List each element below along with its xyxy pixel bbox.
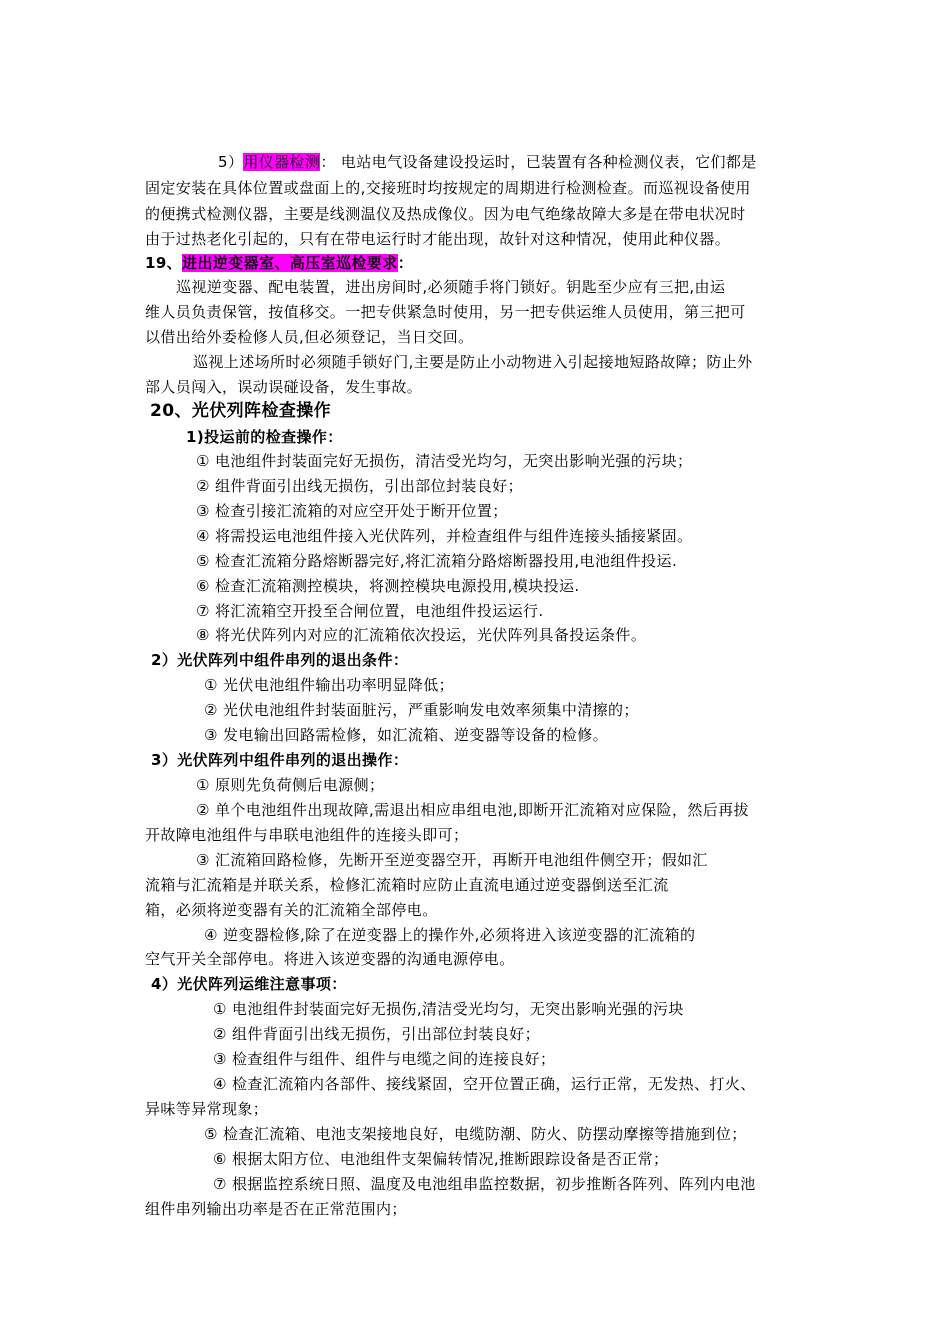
sec5-number: 5）: [218, 153, 244, 171]
sec20-s4-item7-line2: 组件串列输出功率是否在正常范围内；: [145, 1200, 407, 1218]
sec19-p1-line3: 以借出给外委检修人员,但必须登记，当日交回。: [145, 328, 474, 346]
sec20-s1-item: ② 组件背面引出线无损伤，引出部位封装良好；: [196, 477, 524, 495]
sec20-s1-item: ④ 将需投运电池组件接入光伏阵列，并检查组件与组件连接头插接紧固。: [196, 527, 693, 545]
sec20-s1-item: ⑦ 将汇流箱空开投至合闸位置，电池组件投运运行.: [196, 602, 544, 620]
sec20-s3-item3-line3: 箱，必须将逆变器有关的汇流箱全部停电。: [145, 901, 438, 919]
sec5-line2: 固定安装在具体位置或盘面上的,交接班时均按规定的周期进行检测检查。而巡视设备使用: [145, 179, 751, 197]
sec20-s2-title: 2）光伏阵列中组件串列的退出条件：: [151, 651, 409, 669]
sec20-s3-item4-line2: 空气开关全部停电。将进入该逆变器的沟通电源停电。: [145, 950, 515, 968]
sec20-s1-item: ③ 检查引接汇流箱的对应空开处于断开位置；: [196, 502, 508, 520]
sec5-line4: 由于过热老化引起的，只有在带电运行时才能出现，故针对这种情况，使用此种仪器。: [145, 230, 731, 248]
sec5-text: 电站电气设备建设投运时，已装置有各种检测仪表，它们都是: [335, 153, 757, 171]
sec19-p2-line2: 部人员闯入，误动误碰设备，发生事故。: [145, 378, 423, 396]
sec20-s2-item: ② 光伏电池组件封装面脏污，严重影响发电效率须集中清擦的；: [204, 701, 639, 719]
sec5-line3: 的便携式检测仪器，主要是线测温仪及热成像仪。因为电气绝缘故障大多是在带电状况时: [145, 205, 746, 223]
sec20-s1-item: ① 电池组件封装面完好无损伤，清洁受光均匀，无突出影响光强的污块；: [196, 452, 693, 470]
sec19-colon: ：: [397, 254, 414, 272]
sec20-s2-item: ③ 发电输出回路需检修，如汇流箱、逆变器等设备的检修。: [204, 726, 609, 744]
sec20-s4-item7-line1: ⑦ 根据监控系统日照、温度及电池组串监控数据，初步推断各阵列、阵列内电池: [213, 1175, 756, 1193]
sec19-heading: [145, 252, 413, 274]
sec20-s3-item4-line1: ④ 逆变器检修,除了在逆变器上的操作外,必须将进入该逆变器的汇流箱的: [204, 926, 696, 944]
sec5-colon: ：: [320, 153, 336, 171]
sec20-s3-item2-line1: ② 单个电池组件出现故障,需退出相应串组电池,即断开汇流箱对应保险，然后再拔: [196, 801, 749, 819]
sec20-s4-item3: ③ 检查组件与组件、组件与电缆之间的连接良好；: [213, 1050, 556, 1068]
sec20-s4-item2: ② 组件背面引出线无损伤，引出部位封装良好；: [213, 1025, 541, 1043]
sec19-number: 19、: [145, 254, 183, 272]
sec19-title-highlight: 进出逆变器室、高压室巡检要求: [182, 254, 398, 272]
sec20-s4-item6: ⑥ 根据太阳方位、电池组件支架偏转情况,推断跟踪设备是否正常；: [213, 1150, 669, 1168]
sec19-p2-line1: 巡视上述场所时必须随手锁好门,主要是防止小动物进入引起接地短路故障；防止外: [193, 353, 753, 371]
sec20-s4-item1: ① 电池组件封装面完好无损伤,清洁受光均匀，无突出影响光强的污块: [213, 1000, 684, 1018]
sec19-p1-line1: 巡视逆变器、配电装置，进出房间时,必须随手将门锁好。钥匙至少应有三把,由运: [176, 278, 726, 296]
sec20-s3-item3-line2: 流箱与汇流箱是并联关系，检修汇流箱时应防止直流电通过逆变器倒送至汇流: [145, 876, 669, 894]
sec20-s1-item: ⑧ 将光伏阵列内对应的汇流箱依次投运，光伏阵列具备投运条件。: [196, 626, 647, 644]
sec20-s4-item4-line1: ④ 检查汇流箱内各部件、接线紧固，空开位置正确，运行正常，无发热、打火、: [213, 1075, 756, 1093]
sec20-heading: 20、光伏列阵检查操作: [150, 401, 332, 421]
sec20-s2-item: ① 光伏电池组件输出功率明显降低；: [204, 676, 455, 694]
sec20-s1-title: 1)投运前的检查操作：: [186, 428, 343, 446]
sec20-s4-item4-line2: 异味等异常现象；: [145, 1100, 269, 1118]
sec20-s4-item5: ⑤ 检查汇流箱、电池支架接地良好，电缆防潮、防火、防摆动摩擦等措施到位；: [204, 1125, 747, 1143]
sec20-s1-item: ⑥ 检查汇流箱测控模块，将测控模块电源投用,模块投运.: [196, 577, 580, 595]
sec20-s3-item1: ① 原则先负荷侧后电源侧；: [196, 776, 385, 794]
sec19-p1-line2: 维人员负责保管，按值移交。一把专供紧急时使用，另一把专供运维人员使用，第三把可: [145, 303, 746, 321]
sec5-line1: [218, 151, 757, 173]
sec5-title-highlight: 用仪器检测: [243, 153, 321, 171]
sec20-s3-item3-line1: ③ 汇流箱回路检修，先断开至逆变器空开，再断开电池组件侧空开；假如汇: [196, 851, 708, 869]
sec20-s3-item2-line2: 开故障电池组件与串联电池组件的连接头即可；: [145, 826, 469, 844]
sec20-s1-item: ⑤ 检查汇流箱分路熔断器完好,将汇流箱分路熔断器投用,电池组件投运.: [196, 552, 678, 570]
sec20-s3-title: 3）光伏阵列中组件串列的退出操作：: [151, 751, 409, 769]
sec20-s4-title: 4）光伏阵列运维注意事项：: [151, 975, 347, 993]
